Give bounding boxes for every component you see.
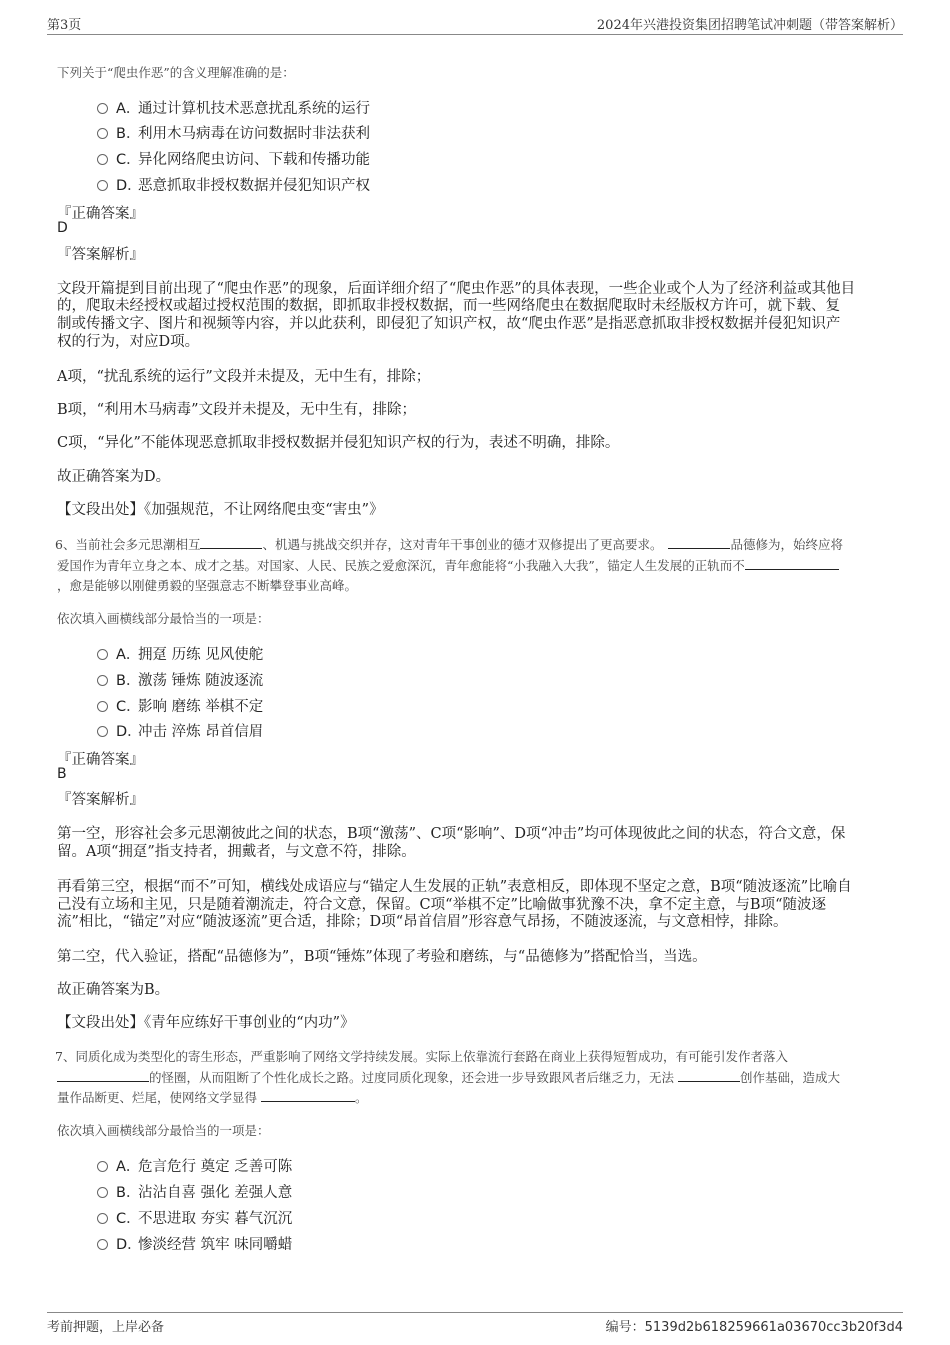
q5-answer: D xyxy=(57,220,68,236)
q5-analysis-line: 权的行为，对应D项。 xyxy=(57,334,200,350)
page-header xyxy=(47,14,903,35)
q5-analysis-line: 的，爬取未经授权或超过授权范围的数据，即抓取非授权数据，而一些网络爬虫在数据爬取时未经版权方许可，就下载、复 xyxy=(57,298,840,314)
q6-stem-line-1: 6、当前社会多元思潮相互 、机遇与挑战交织并存，这对青年干事创业的德才双修提出了更高要求。 品德修为，始终应将 xyxy=(55,537,843,552)
radio-icon[interactable] xyxy=(97,1187,108,1198)
q5-note: 故正确答案为D。 xyxy=(57,469,171,485)
q6-analysis-line: 再看第三空，根据“而不”可知，横线处成语应与“锚定人生发展的正轨”表意相反，即体现不坚定之意，B项“随波逐流”比喻自 xyxy=(57,879,852,895)
q5-analysis-line: 文段开篇提到目前出现了“爬虫作恶”的现象，后面详细介绍了“爬虫作恶”的具体表现，一些企业或个人为了经济利益或其他目 xyxy=(57,281,856,297)
q6-option-a[interactable]: A．拥趸 历练 见风使舵 xyxy=(97,643,263,664)
q6-option-d[interactable]: D．冲击 淬炼 昂首信眉 xyxy=(97,720,263,741)
q5-answer-label: 『正确答案』 xyxy=(57,206,144,222)
radio-icon[interactable] xyxy=(97,649,108,660)
q5-note: B项，“利用木马病毒”文段并未提及，无中生有，排除； xyxy=(57,402,416,418)
q6-option-b[interactable]: B．激荡 锤炼 随波逐流 xyxy=(97,669,263,690)
q6-analysis-line: 第二空，代入验证，搭配“品德修为”，B项“锤炼”体现了考验和磨练，与“品德修为”搭配恰当，当选。 xyxy=(57,949,707,965)
q6-analysis-line: 流”相比，“锚定”对应“随波逐流”更合适，排除；D项“昂首信眉”形容意气昂扬，不随波逐流，与文意相悖，排除。 xyxy=(57,914,788,930)
q5-option-d[interactable]: D．恶意抓取非授权数据并侵犯知识产权 xyxy=(97,174,370,195)
radio-icon[interactable] xyxy=(97,1213,108,1224)
radio-icon[interactable] xyxy=(97,675,108,686)
fill-blank xyxy=(745,559,839,570)
radio-icon[interactable] xyxy=(97,103,108,114)
radio-icon[interactable] xyxy=(97,1239,108,1250)
radio-icon[interactable] xyxy=(97,180,108,191)
fill-blank xyxy=(678,1071,740,1082)
q7-stem-line-3: 量作品断更、烂尾，使网络文学显得 。 xyxy=(57,1090,368,1105)
q5-note: A项，“扰乱系统的运行”文段并未提及，无中生有，排除； xyxy=(57,369,431,385)
page-number: 第3页 xyxy=(47,18,82,33)
q6-option-c[interactable]: C．影响 磨练 举棋不定 xyxy=(97,695,263,716)
q6-answer: B xyxy=(57,766,67,782)
q5-option-a[interactable]: A．通过计算机技术恶意扰乱系统的运行 xyxy=(97,97,370,118)
q7-option-d[interactable]: D．惨淡经营 筑牢 味同嚼蜡 xyxy=(97,1233,292,1254)
q5-source: 【文段出处】《加强规范，不让网络爬虫变“害虫”》 xyxy=(57,502,384,518)
q6-prompt: 依次填入画横线部分最恰当的一项是： xyxy=(57,611,270,626)
q6-stem-line-2: 爱国作为青年立身之本、成才之基。对国家、人民、民族之爱愈深沉，青年愈能将“小我融入大我”，锚定人生发展的正轨而不 xyxy=(57,556,839,574)
fill-blank xyxy=(261,1091,355,1102)
footer-slogan: 考前押题，上岸必备 xyxy=(47,1320,165,1335)
q5-analysis-label: 『答案解析』 xyxy=(57,247,144,263)
radio-icon[interactable] xyxy=(97,1161,108,1172)
radio-icon[interactable] xyxy=(97,128,108,139)
q6-answer-label: 『正确答案』 xyxy=(57,752,144,768)
fill-blank xyxy=(200,538,262,549)
q7-option-c[interactable]: C．不思进取 夯实 暮气沉沉 xyxy=(97,1207,292,1228)
radio-icon[interactable] xyxy=(97,701,108,712)
q5-option-b[interactable]: B．利用木马病毒在访问数据时非法获利 xyxy=(97,122,370,143)
q7-prompt: 依次填入画横线部分最恰当的一项是： xyxy=(57,1123,270,1138)
radio-icon[interactable] xyxy=(97,726,108,737)
q6-source: 【文段出处】《青年应练好干事创业的“内功”》 xyxy=(57,1015,355,1031)
radio-icon[interactable] xyxy=(97,154,108,165)
document-title: 2024年兴港投资集团招聘笔试冲刺题（带答案解析） xyxy=(596,18,903,33)
q7-stem-line-2: 的怪圈，从而阻断了个性化成长之路。过度同质化现象，还会进一步导致跟风者后继乏力，无法 创作基础，造成大 xyxy=(57,1068,840,1086)
q5-note: C项，“异化”不能体现恶意抓取非授权数据并侵犯知识产权的行为，表述不明确，排除。 xyxy=(57,435,620,451)
fill-blank xyxy=(668,538,730,549)
q7-option-a[interactable]: A．危言危行 奠定 乏善可陈 xyxy=(97,1155,292,1176)
q6-analysis-line: 第一空，形容社会多元思潮彼此之间的状态，B项“激荡”、C项“影响”、D项“冲击”均可体现彼此之间的状态，符合文意，保 xyxy=(57,826,846,842)
q7-option-b[interactable]: B．沾沾自喜 强化 差强人意 xyxy=(97,1181,292,1202)
q6-conclusion: 故正确答案为B。 xyxy=(57,982,170,998)
q5-stem: 下列关于“爬虫作恶”的含义理解准确的是： xyxy=(57,65,295,80)
q6-analysis-line: 留。A项“拥趸”指支持者，拥戴者，与文意不符，排除。 xyxy=(57,844,416,860)
fill-blank xyxy=(57,1071,149,1082)
q6-analysis-line: 己没有立场和主见，只是随着潮流走，符合文意，保留。C项“举棋不定”比喻做事犹豫不决，拿不定主意，与B项“随波逐 xyxy=(57,897,826,913)
q6-stem-line-3: ，愈是能够以刚健勇毅的坚强意志不断攀登事业高峰。 xyxy=(57,578,358,593)
page-footer xyxy=(47,1312,903,1337)
q5-analysis-line: 制或传播文字、图片和视频等内容，并以此获利，即侵犯了知识产权，故“爬虫作恶”是指恶意抓取非授权数据并侵犯知识产 xyxy=(57,316,841,332)
q5-option-c[interactable]: C．异化网络爬虫访问、下载和传播功能 xyxy=(97,148,370,169)
q6-analysis-label: 『答案解析』 xyxy=(57,792,144,808)
document-code: 编号：5139d2b618259661a03670cc3b20f3d4 xyxy=(605,1320,903,1335)
q7-stem-line-1: 7、同质化成为类型化的寄生形态，严重影响了网络文学持续发展。实际上依靠流行套路在商业上获得短暂成功，有可能引发作者落入 xyxy=(55,1049,788,1064)
